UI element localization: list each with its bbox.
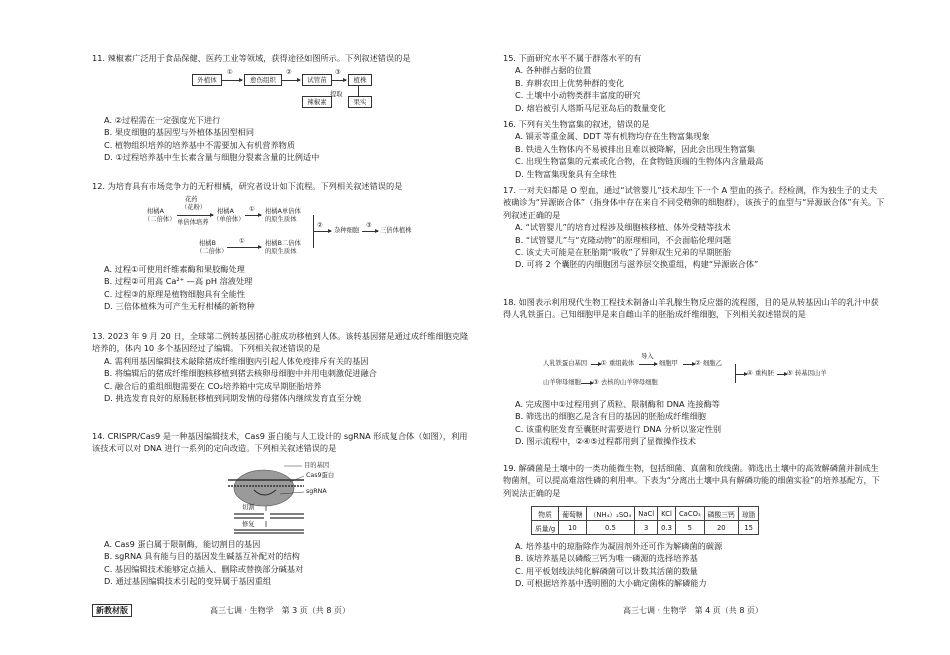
question-19 xyxy=(503,462,885,499)
question-12-diagram xyxy=(144,196,447,262)
question-14 xyxy=(92,430,470,455)
haploid-protoplast-label-2: 的原生质体 xyxy=(265,216,297,223)
arrow-3 xyxy=(332,80,346,81)
cas9-label: Cas9蛋白 xyxy=(306,472,335,479)
option-11-c: C. 植物组织培养的培养基中不需要加入有机营养物质 xyxy=(104,139,296,150)
option-13-d: D. 挑选发育良好的原肠胚移植到同期发情的母猪体内继续发育直至分娩 xyxy=(104,393,362,404)
arrow-4 xyxy=(735,374,747,375)
table-cell: KCl xyxy=(658,507,676,521)
arrow-1 xyxy=(591,364,601,365)
arrow-3 xyxy=(362,231,378,232)
question-12-stem: 12. 为培育具有市场竞争力的无籽柑橘，研究者设计如下流程。下列相关叙述错误的是 xyxy=(92,181,403,191)
question-13-stem: 13. 2023 年 9 月 20 日，全球第二例转基因猪心脏成功移植到人体。该转基因猪是通过成纤维细胞克隆培养的，体内 10 多个基因经过了编辑。下列相关叙述错误的是 xyxy=(92,331,469,354)
question-11-stem: 11. 辣椒素广泛用于食品保健、医药工业等领域，获得途径如图所示。下列叙述错误的是 xyxy=(92,53,411,63)
table-cell: 磷酸三钙 xyxy=(704,507,738,521)
citrus-a-label: 柑橘A xyxy=(147,208,164,215)
left-footer xyxy=(92,605,132,616)
table-cell: 琼脂 xyxy=(738,507,759,521)
step-3-label: ③ xyxy=(366,222,372,229)
anther-label: 花药 xyxy=(185,196,198,203)
diploid-protoplast-label: 柑橘B二倍体 xyxy=(265,240,301,247)
question-19-options xyxy=(503,540,885,590)
fruit-box: 果实 xyxy=(348,96,372,108)
step-1-label: ① xyxy=(601,360,607,367)
cell-a-label: 细胞甲 xyxy=(659,360,678,367)
edition-badge: 新教材版 xyxy=(92,604,132,617)
option-12-d: D. 三倍体植株为可产生无籽柑橘的新物种 xyxy=(104,301,255,312)
table-cell: CaCO₃ xyxy=(675,507,704,521)
question-16-stem: 16. 下列有关生物富集的叙述，错误的是 xyxy=(503,119,650,129)
hybrid-cell-label: 杂种细胞 xyxy=(334,227,360,234)
table-cell: 10 xyxy=(559,521,586,535)
pollen-label: （花粉） xyxy=(181,204,207,211)
arrow-1b xyxy=(227,247,261,248)
left-page xyxy=(92,0,470,655)
table-cell: 20 xyxy=(704,521,738,535)
question-15-stem: 15. 下面研究水平不属于群落水平的有 xyxy=(503,53,642,63)
question-17 xyxy=(503,184,885,271)
question-14-stem: 14. CRISPR/Cas9 是一种基因编辑技术，Cas9 蛋白能与人工设计的 sgRNA 形成复合体（如图），利用该技术可以对 DNA 进行一系列的定向改造。下列相关叙述错误的是 xyxy=(92,431,468,454)
option-14-c: C. 基因编辑技术能够定点插入、删除或替换部分碱基对 xyxy=(104,563,304,574)
table-cell: 质量/g xyxy=(532,521,559,535)
option-16-c: C. 出现生物富集的元素或化合物，在食物链顶端的生物体内含量最高 xyxy=(515,156,764,167)
question-13 xyxy=(92,330,470,404)
table-cell: 0.5 xyxy=(586,521,635,535)
table-cell: NaCl xyxy=(635,507,658,521)
left-page-number: 高三七调 · 生物学 第 3 页（共 8 页） xyxy=(210,606,350,615)
option-12-a: A. 过程①可使用纤维素酶和果胶酶处理 xyxy=(104,264,245,274)
table-header-row xyxy=(532,507,759,521)
table-cell: 0.3 xyxy=(658,521,676,535)
question-11-options xyxy=(92,114,470,164)
arrow-in xyxy=(639,364,657,365)
table-cell: 5 xyxy=(675,521,704,535)
lactoferrin-gene-label: 人乳铁蛋白基因 xyxy=(543,360,588,367)
haploid-culture-label: 单倍体培养 xyxy=(177,219,209,226)
haploid-protoplast-label: 柑橘A单倍体 xyxy=(265,208,301,215)
option-19-a: A. 培养基中的琼脂除作为凝固剂外还可作为解磷菌的碳源 xyxy=(515,541,723,551)
option-12-c: C. 过程③的原理是植物细胞具有全能性 xyxy=(104,288,246,299)
repair-label: 修复 xyxy=(242,521,255,528)
question-17-stem: 17. 一对夫妇都是 O 型血，通过“试管婴儿”技术却生下一个 A 型血的孩子。经检测，作为独生子的丈夫被确诊为“异源嵌合体”（指身体中存在来自不同受精卵的细胞群），该孩子的血型与“异源嵌合体”有关。下列叙述正确的是 xyxy=(503,185,885,220)
import-label: 导入 xyxy=(641,353,654,360)
question-12-options xyxy=(92,263,470,313)
step-5-label: ⑤ xyxy=(787,370,793,377)
option-16-b: B. 铁进入生物体内不易被排出且难以被降解，因此会出现生物富集 xyxy=(515,143,756,154)
question-14-diagram xyxy=(224,460,364,535)
option-13-c: C. 融合后的重组细胞需要在 CO₂培养箱中完成早期胚胎培养 xyxy=(104,380,322,391)
option-18-b: B. 筛选出的细胞乙是含有目的基因的胚胎成纤维细胞 xyxy=(515,411,706,422)
arrow-anther xyxy=(177,215,213,216)
option-13-b: B. 将编辑后的猪成纤维细胞核移植到猪去核卵母细胞中并用电刺激促进融合 xyxy=(104,368,377,379)
question-14-options xyxy=(92,538,470,588)
plant-to-fruit-line xyxy=(358,86,359,96)
option-15-b: B. 弃耕农田上优势种群的变化 xyxy=(515,77,625,88)
arrow-5 xyxy=(777,374,787,375)
citrus-a-ploidy: （二倍体） xyxy=(144,216,176,223)
right-page xyxy=(503,0,885,655)
step-1b-label: ① xyxy=(239,238,245,245)
arrow-2 xyxy=(683,364,695,365)
citrus-a-haploid-ploidy: （单倍体） xyxy=(213,216,245,223)
arrow-1 xyxy=(222,80,242,81)
capsaicin-box: 辣椒素 xyxy=(302,96,332,108)
table-cell: （NH₄）₂SO₄ xyxy=(586,507,635,521)
citrus-a-haploid-label: 柑橘A xyxy=(217,208,234,215)
question-19-stem: 19. 解磷菌是土壤中的一类功能微生物，包括细菌、真菌和放线菌。筛选出土壤中的高效解磷菌并制成生物菌剂，可以提高难溶性磷的利用率。下表为“分离出土壤中具有解磷功能的细菌实验”的培养基配方，下列说法正确的是 xyxy=(503,463,880,498)
question-18-options xyxy=(503,398,885,448)
option-14-a: A. Cas9 蛋白属于限制酶，能切割目的基因 xyxy=(104,539,261,549)
option-14-d: D. 通过基因编辑技术引起的变异属于基因重组 xyxy=(104,576,272,587)
question-16 xyxy=(503,118,885,180)
enucleated-oocyte-label: 去核的山羊卵母细胞 xyxy=(601,379,658,386)
option-11-d: D. ①过程培养基中生长素含量与细胞分裂素含量的比例适中 xyxy=(104,152,320,163)
step-4-label: ④ xyxy=(747,370,753,377)
step-1-label: ① xyxy=(249,206,255,213)
callus-box: 愈伤组织 xyxy=(244,74,282,86)
table-row xyxy=(532,521,759,535)
option-19-b: B. 该培养基是以磷酸三钙为唯一磷源的选择培养基 xyxy=(515,553,698,564)
diploid-protoplast-label-2: 的原生质体 xyxy=(265,248,297,255)
option-16-d: D. 生物富集现象具有全球性 xyxy=(515,168,617,179)
medium-formula-table xyxy=(531,506,759,535)
oocyte-label: 山羊卵母细胞 xyxy=(543,379,581,386)
option-19-d: D. 可根据培养基中透明圈的大小确定菌株的解磷能力 xyxy=(515,578,707,589)
arrow-3 xyxy=(581,383,593,384)
question-15 xyxy=(503,52,885,114)
option-17-c: C. 该丈夫可能是在胚胎期“吸收”了异卵双生兄弟的早期胚胎 xyxy=(515,247,731,258)
right-page-number: 高三七调 · 生物学 第 4 页（共 8 页） xyxy=(623,606,763,615)
question-11 xyxy=(92,52,470,64)
option-18-a: A. 完成图中①过程用到了质粒、限制酶和 DNA 连接酶等 xyxy=(515,399,720,409)
step-2-label: ② xyxy=(695,360,701,367)
citrus-b-label: 柑橘B xyxy=(199,240,216,247)
option-15-d: D. 熔岩被引人塔斯马尼亚岛后的数量变化 xyxy=(515,102,666,113)
option-14-b: B. sgRNA 具有能与目的基因发生碱基互补配对的结构 xyxy=(104,551,300,562)
explant-box: 外植体 xyxy=(192,74,222,86)
recombinant-vector-label: 重组载体 xyxy=(609,360,635,367)
question-18-diagram xyxy=(543,350,863,390)
step-3-label: ③ xyxy=(335,69,341,76)
arrow-1 xyxy=(245,215,261,216)
option-11-a: A. ②过程需在一定强度光下进行 xyxy=(104,115,221,125)
extract-label: 提取 xyxy=(330,91,343,98)
reconstructed-embryo-label: 重构胚 xyxy=(755,370,774,377)
plantlet-box: 试管苗 xyxy=(302,74,332,86)
option-15-c: C. 土壤中小动物类群丰富度的研究 xyxy=(515,90,641,101)
option-12-b: B. 过程②可用高 Ca²⁺ —高 pH 溶液处理 xyxy=(104,276,253,287)
option-17-a: A. “试管婴儿”的培育过程涉及细胞核移植、体外受精等技术 xyxy=(515,222,731,233)
transgenic-goat-label: 转基因山羊 xyxy=(795,370,827,377)
citrus-b-ploidy: （二倍体） xyxy=(196,248,228,255)
step-2-label: ② xyxy=(317,222,323,229)
option-17-d: D. 可将 2 个囊胚的内细胞团与滋养层交换重组，构建“异源嵌合体” xyxy=(515,259,759,270)
table-cell: 物质 xyxy=(532,507,559,521)
question-12 xyxy=(92,180,470,192)
option-17-b: B. “试管婴儿”与“克隆动物”的原理相同，不会面临伦理问题 xyxy=(515,234,732,245)
option-18-d: D. 图示流程中，②④⑤过程都用到了显微操作技术 xyxy=(515,436,696,447)
option-13-a: A. 需利用基因编辑技术敲除猪成纤维细胞内引起人体免疫排斥有关的基因 xyxy=(104,355,369,366)
option-16-a: A. 镉汞等重金属、DDT 等有机物均存在生物富集现象 xyxy=(515,131,710,142)
step-1-label: ① xyxy=(227,69,233,76)
arrow-2 xyxy=(313,231,331,232)
question-18-stem: 18. 如图表示利用现代生物工程技术制备山羊乳腺生物反应器的流程图，目的是从转基因山羊的乳汁中获得人乳铁蛋白。已知细胞甲是来自雌山羊的胚胎成纤维细胞，下列相关叙述错误的是 xyxy=(503,297,879,320)
option-11-b: B. 果皮细胞的基因型与外植体基因型相同 xyxy=(104,127,255,138)
option-19-c: C. 用平板划线法纯化解磷菌可以计数其活菌的数量 xyxy=(515,565,698,576)
cut-label: 切割 xyxy=(242,504,255,511)
step-2-label: ② xyxy=(286,69,292,76)
triploid-plant-label: 三倍体植株 xyxy=(380,227,412,234)
target-gene-label: 目的基因 xyxy=(304,462,330,469)
option-18-c: C. 该重构胚发育至囊胚时需要进行 DNA 分析以鉴定性别 xyxy=(515,423,722,434)
table-cell: 葡萄糖 xyxy=(559,507,586,521)
table-cell: 3 xyxy=(635,521,658,535)
question-18 xyxy=(503,296,885,321)
plant-box: 植株 xyxy=(348,74,372,86)
arrow-2 xyxy=(282,80,300,81)
sgrna-label: sgRNA xyxy=(306,488,327,495)
option-15-a: A. 各种群占据的位置 xyxy=(515,65,592,76)
table-cell: 15 xyxy=(738,521,759,535)
cell-b-label: 细胞乙 xyxy=(703,360,722,367)
step-3-label: ③ xyxy=(593,379,599,386)
